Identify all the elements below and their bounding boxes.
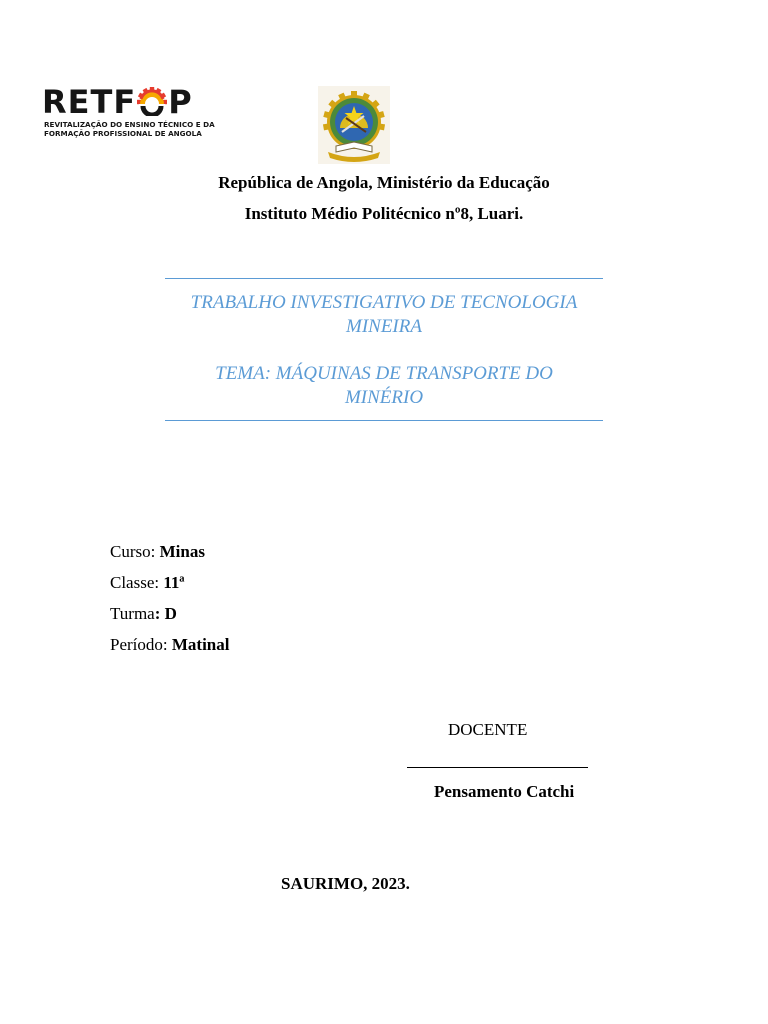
theme-title [165, 362, 603, 410]
gear-icon [137, 86, 167, 116]
work-title [165, 291, 603, 339]
work-title-line2: MINEIRA [346, 316, 422, 337]
curso-value: Minas [159, 542, 205, 561]
info-turma [110, 604, 177, 624]
theme-title-line2: MINÉRIO [344, 387, 424, 408]
docente-label: DOCENTE [448, 720, 528, 739]
theme-title-line1: TEMA: MÁQUINAS DE TRANSPORTE DO [215, 363, 553, 384]
retfop-word-right: P [168, 83, 193, 121]
periodo-label: Período: [110, 635, 172, 654]
teacher-name: Pensamento Catchi [434, 782, 575, 801]
retfop-word-left: RETF [42, 83, 137, 121]
angola-coat-of-arms-icon [318, 86, 390, 164]
classe-label: Classe: [110, 573, 164, 592]
signature-line [407, 767, 588, 768]
classe-value: 11ª [163, 573, 185, 592]
info-classe [110, 573, 185, 593]
place-date: SAURIMO, 2023. [281, 874, 410, 893]
turma-label: Turma [110, 604, 155, 623]
header-line-2: Instituto Médio Politécnico nº8, Luari. [244, 204, 524, 223]
retfop-logo [42, 84, 272, 142]
curso-label: Curso: [110, 542, 160, 561]
retfop-subtitle-line2: FORMAÇÃO PROFISSIONAL DE ANGOLA [44, 129, 202, 138]
retfop-wordmark [42, 84, 193, 120]
info-curso [110, 542, 205, 562]
turma-value: : D [154, 604, 177, 623]
title-bottom-rule [165, 420, 603, 421]
info-periodo [110, 635, 229, 655]
header-line-1: República de Angola, Ministério da Educação [218, 173, 550, 192]
work-title-line1: TRABALHO INVESTIGATIVO DE TECNOLOGIA [190, 292, 578, 313]
retfop-subtitle-line1: REVITALIZAÇÃO DO ENSINO TÉCNICO E DA [44, 120, 215, 129]
periodo-value: Matinal [171, 635, 230, 654]
title-top-rule [165, 278, 603, 279]
